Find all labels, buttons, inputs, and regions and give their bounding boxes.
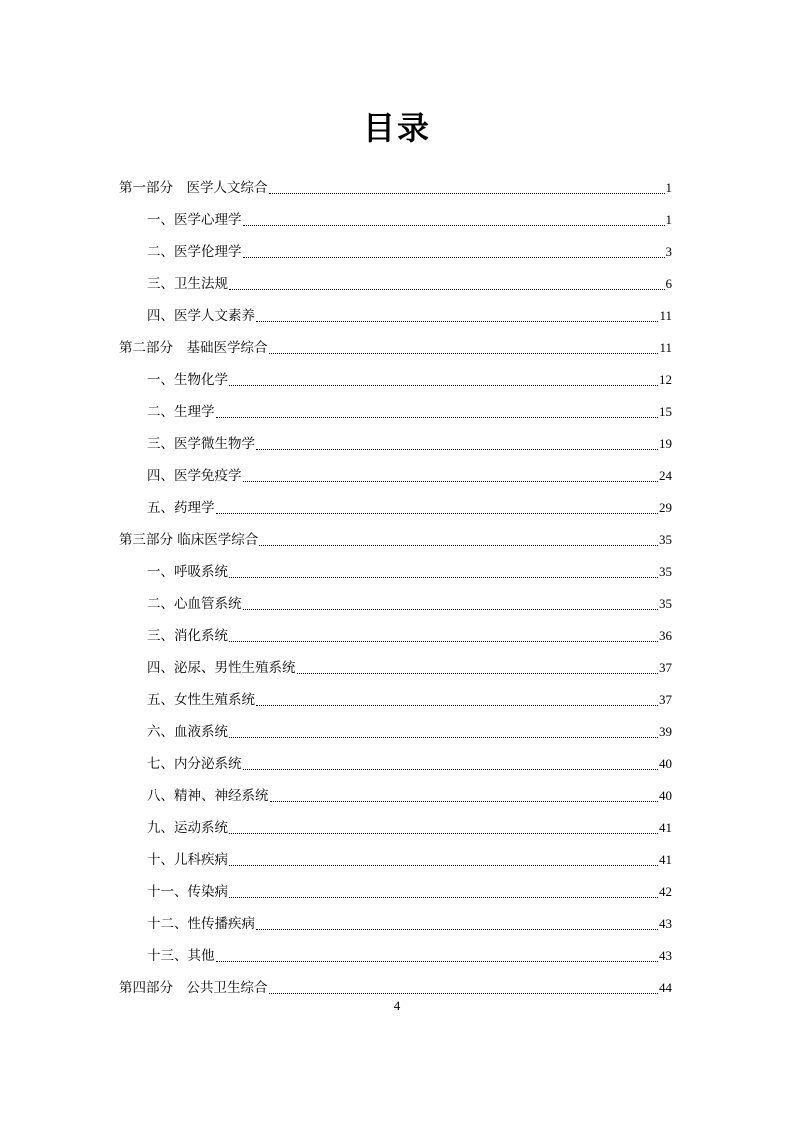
toc-section-entry[interactable] bbox=[119, 556, 672, 588]
toc-dot-leader bbox=[243, 609, 659, 610]
toc-entry-label: 十三、其他 bbox=[147, 948, 215, 964]
toc-section-entry[interactable] bbox=[119, 236, 672, 268]
toc-section-entry[interactable] bbox=[119, 876, 672, 908]
toc-entry-page-number: 41 bbox=[659, 852, 672, 867]
toc-entry-label: 第四部分 公共卫生综合 bbox=[119, 980, 268, 996]
toc-dot-leader bbox=[216, 417, 659, 418]
toc-entry-label: 十、儿科疾病 bbox=[147, 852, 228, 868]
toc-section-entry[interactable] bbox=[119, 620, 672, 652]
toc-dot-leader bbox=[243, 769, 659, 770]
toc-entry-label: 五、女性生殖系统 bbox=[147, 692, 255, 708]
toc-part-entry[interactable] bbox=[119, 172, 672, 204]
toc-entry-page-number: 15 bbox=[659, 404, 672, 419]
toc-entry-page-number: 42 bbox=[659, 884, 672, 899]
toc-section-entry[interactable] bbox=[119, 812, 672, 844]
toc-entry-page-number: 19 bbox=[659, 436, 672, 451]
toc-section-entry[interactable] bbox=[119, 268, 672, 300]
toc-entry-page-number: 1 bbox=[665, 180, 672, 195]
toc-entry-label: 二、医学伦理学 bbox=[147, 244, 242, 260]
toc-entry-label: 九、运动系统 bbox=[147, 820, 228, 836]
page-title: 目录 bbox=[362, 109, 431, 147]
toc-entry-label: 三、医学微生物学 bbox=[147, 436, 255, 452]
toc-entry-page-number: 24 bbox=[659, 468, 672, 483]
toc-dot-leader bbox=[229, 737, 658, 738]
toc-dot-leader bbox=[229, 385, 658, 386]
toc-entry-page-number: 35 bbox=[659, 596, 672, 611]
toc-entry-page-number: 6 bbox=[665, 276, 672, 291]
toc-entry-label: 四、医学人文素养 bbox=[147, 308, 255, 324]
toc-section-entry[interactable] bbox=[119, 908, 672, 940]
toc-entry-label: 三、卫生法规 bbox=[147, 276, 228, 292]
toc-dot-leader bbox=[243, 257, 665, 258]
toc-part-entry[interactable] bbox=[119, 524, 672, 556]
toc-part-entry[interactable] bbox=[119, 332, 672, 364]
toc-dot-leader bbox=[229, 289, 665, 290]
toc-entry-label: 四、泌尿、男性生殖系统 bbox=[147, 660, 296, 676]
toc-entry-page-number: 11 bbox=[659, 308, 672, 323]
toc-dot-leader bbox=[270, 801, 659, 802]
toc-section-entry[interactable] bbox=[119, 684, 672, 716]
toc-dot-leader bbox=[229, 577, 658, 578]
toc-section-entry[interactable] bbox=[119, 396, 672, 428]
page-number: 4 bbox=[393, 998, 401, 1013]
toc-entry-page-number: 40 bbox=[659, 756, 672, 771]
toc-entry-label: 一、生物化学 bbox=[147, 372, 228, 388]
toc-dot-leader bbox=[297, 673, 659, 674]
toc-entry-label: 五、药理学 bbox=[147, 500, 215, 516]
toc-entry-page-number: 43 bbox=[659, 948, 672, 963]
toc-entry-page-number: 41 bbox=[659, 820, 672, 835]
toc-entry-label: 一、医学心理学 bbox=[147, 212, 242, 228]
toc-entry-label: 第三部分 临床医学综合 bbox=[119, 532, 259, 548]
toc-dot-leader bbox=[229, 641, 658, 642]
toc-section-entry[interactable] bbox=[119, 492, 672, 524]
toc-entry-page-number: 12 bbox=[659, 372, 672, 387]
toc-dot-leader bbox=[269, 193, 665, 194]
toc-dot-leader bbox=[229, 897, 658, 898]
toc-section-entry[interactable] bbox=[119, 588, 672, 620]
toc-entry-label: 十二、性传播疾病 bbox=[147, 916, 255, 932]
toc-section-entry[interactable] bbox=[119, 300, 672, 332]
toc-dot-leader bbox=[229, 833, 658, 834]
toc-entry-page-number: 37 bbox=[659, 692, 672, 707]
toc-entry-label: 第二部分 基础医学综合 bbox=[119, 340, 268, 356]
toc-section-entry[interactable] bbox=[119, 748, 672, 780]
toc-entry-label: 六、血液系统 bbox=[147, 724, 228, 740]
toc-entry-page-number: 37 bbox=[659, 660, 672, 675]
toc-dot-leader bbox=[243, 225, 665, 226]
toc-dot-leader bbox=[243, 481, 659, 482]
toc-entry-label: 七、内分泌系统 bbox=[147, 756, 242, 772]
toc-section-entry[interactable] bbox=[119, 780, 672, 812]
toc-dot-leader bbox=[216, 961, 659, 962]
toc-entry-page-number: 35 bbox=[659, 564, 672, 579]
toc-dot-leader bbox=[256, 705, 658, 706]
toc-entry-label: 八、精神、神经系统 bbox=[147, 788, 269, 804]
toc-entry-page-number: 1 bbox=[665, 212, 672, 227]
toc-dot-leader bbox=[229, 865, 658, 866]
toc-dot-leader bbox=[216, 513, 659, 514]
toc-dot-leader bbox=[256, 321, 658, 322]
toc-dot-leader bbox=[256, 929, 658, 930]
toc-entry-page-number: 3 bbox=[665, 244, 672, 259]
table-of-contents bbox=[119, 172, 672, 1004]
toc-entry-label: 一、呼吸系统 bbox=[147, 564, 228, 580]
toc-entry-label: 十一、传染病 bbox=[147, 884, 228, 900]
toc-entry-label: 二、生理学 bbox=[147, 404, 215, 420]
toc-entry-page-number: 29 bbox=[659, 500, 672, 515]
toc-entry-label: 第一部分 医学人文综合 bbox=[119, 180, 268, 196]
toc-entry-label: 三、消化系统 bbox=[147, 628, 228, 644]
toc-entry-label: 四、医学免疫学 bbox=[147, 468, 242, 484]
toc-section-entry[interactable] bbox=[119, 652, 672, 684]
toc-entry-page-number: 35 bbox=[659, 532, 672, 547]
toc-dot-leader bbox=[259, 545, 658, 546]
toc-section-entry[interactable] bbox=[119, 844, 672, 876]
toc-entry-page-number: 39 bbox=[659, 724, 672, 739]
toc-dot-leader bbox=[269, 993, 659, 994]
toc-dot-leader bbox=[269, 353, 659, 354]
toc-section-entry[interactable] bbox=[119, 460, 672, 492]
toc-section-entry[interactable] bbox=[119, 364, 672, 396]
toc-section-entry[interactable] bbox=[119, 428, 672, 460]
toc-entry-page-number: 40 bbox=[659, 788, 672, 803]
toc-entry-page-number: 43 bbox=[659, 916, 672, 931]
toc-entry-label: 二、心血管系统 bbox=[147, 596, 242, 612]
toc-entry-page-number: 36 bbox=[659, 628, 672, 643]
toc-section-entry[interactable] bbox=[119, 204, 672, 236]
toc-entry-page-number: 44 bbox=[659, 980, 672, 995]
toc-entry-page-number: 11 bbox=[659, 340, 672, 355]
toc-dot-leader bbox=[256, 449, 658, 450]
toc-section-entry[interactable] bbox=[119, 940, 672, 972]
toc-section-entry[interactable] bbox=[119, 716, 672, 748]
